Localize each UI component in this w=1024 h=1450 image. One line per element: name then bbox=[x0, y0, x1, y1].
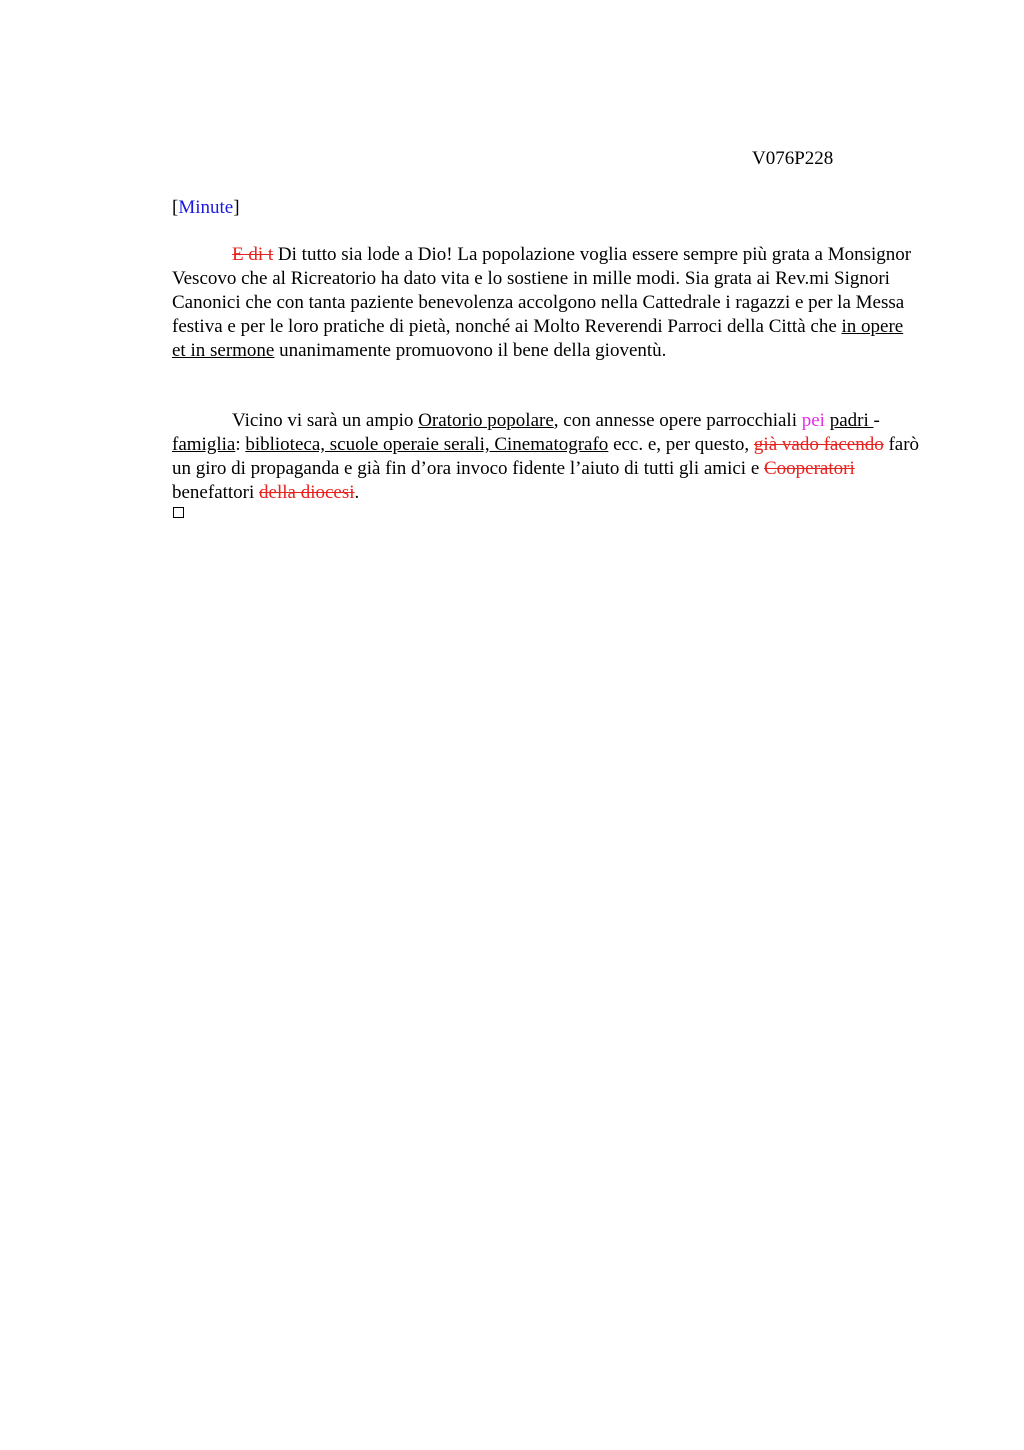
paragraph-text: benefattori bbox=[172, 482, 260, 503]
underlined-text: Oratorio popolare bbox=[418, 410, 554, 431]
deleted-text: E di t bbox=[232, 244, 274, 265]
underlined-text: in opere et in sermone bbox=[172, 316, 904, 361]
paragraph-text: Di tutto sia lode a Dio! La popolazione voglia essere sempre più grata a Monsignor Vescovo che al Ricreatorio ha dato vita e lo sostiene in mille modi. Sia grata ai Rev.mi Signori Canonici che con tanta paziente benevolenza accolgono nella Cattedrale i ragazzi e per la Messa festiva e per le loro pratiche di pietà, nonché ai Molto Reverendi Parroci della Città che bbox=[172, 244, 912, 337]
deleted-text: Cooperatori bbox=[764, 458, 855, 479]
paragraph-2 bbox=[172, 409, 920, 505]
paragraph-text: unanimamente promuovono il bene della gioventù. bbox=[274, 340, 667, 361]
paragraph-1 bbox=[172, 243, 920, 363]
paragraph-text: Vicino vi sarà un ampio bbox=[232, 410, 419, 431]
paragraph-text: , con annesse opere parrocchiali bbox=[553, 410, 802, 431]
underlined-text: biblioteca, scuole operaie serali, Cinematografo bbox=[245, 434, 609, 455]
paragraph-text: farò un giro di propaganda e già fin d’ora invoco fidente l’aiuto di tutti gli amici e bbox=[172, 434, 920, 479]
underlined-text: padri bbox=[829, 410, 874, 431]
paragraph-text: : bbox=[235, 434, 246, 455]
page-id: V076P228 bbox=[752, 148, 834, 169]
paragraph-text: . bbox=[354, 482, 360, 503]
deleted-text: già vado facendo bbox=[753, 434, 884, 455]
section-label-open-bracket: [ bbox=[172, 197, 179, 218]
paragraph-text: - bbox=[873, 410, 880, 431]
paragraph-text: ecc. e, per questo, bbox=[608, 434, 754, 455]
section-label-text: Minute bbox=[178, 197, 234, 218]
inserted-text: pei bbox=[801, 410, 825, 431]
end-marker-box-icon bbox=[173, 507, 184, 518]
section-label-close-bracket: ] bbox=[233, 197, 240, 218]
deleted-text: della diocesi bbox=[259, 482, 355, 503]
section-label bbox=[172, 196, 240, 220]
underlined-text: famiglia bbox=[172, 434, 236, 455]
